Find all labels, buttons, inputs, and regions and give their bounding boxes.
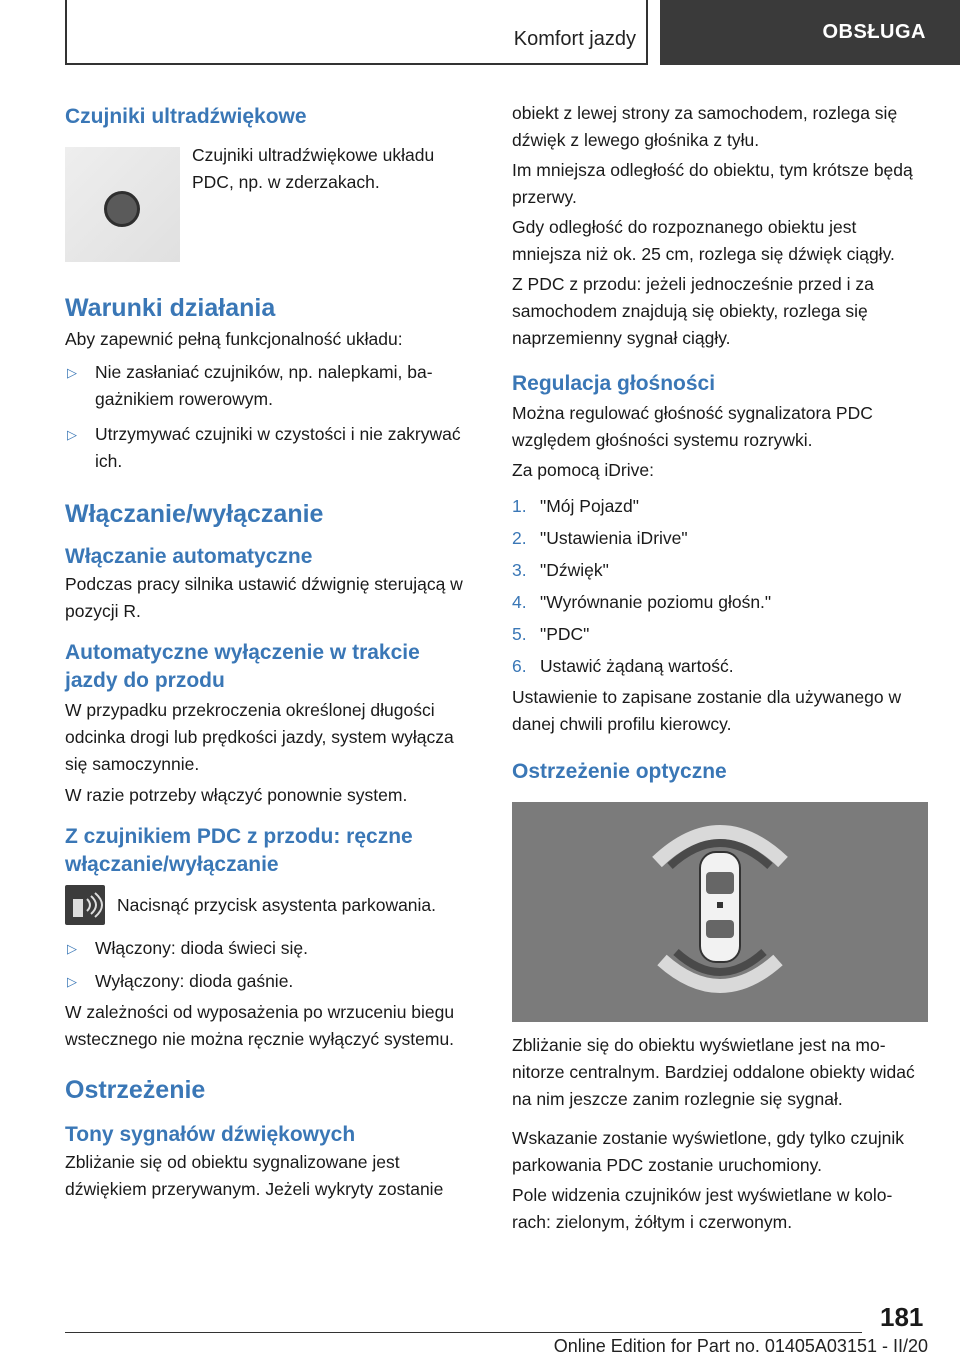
auto-off-text: W przypadku przekroczenia określonej długości odcinka drogi lub prędkości jazdy, system wyłącza się samoczynnie. (65, 700, 454, 774)
triangle-bullet-icon: ▷ (67, 365, 77, 380)
manual-list (65, 935, 477, 995)
tones-text: Zbliżanie się od obiektu sygnalizowane jest dźwiękiem przerywanym. Jeżeli wykryty zostanie (65, 1152, 444, 1199)
step-text: "Dźwięk" (540, 560, 609, 580)
list-item (512, 554, 924, 586)
parking-button-text: Nacisnąć przycisk asystenta parkowania. (117, 894, 437, 915)
step-number: 5. (512, 624, 527, 644)
list-item (512, 586, 924, 618)
tones-heading: Tony sygnałów dźwiękowych (65, 1123, 356, 1146)
footer-rule (65, 1332, 862, 1333)
list-item (65, 421, 477, 475)
list-item (512, 618, 924, 650)
volume-text: Można regulować głośność sygnalizatora PDC względem głośności systemu rozrywki. (512, 403, 873, 450)
header-chapter-tab (660, 0, 960, 65)
sensor-section (65, 100, 477, 265)
step-number: 6. (512, 656, 527, 676)
step-number: 1. (512, 496, 527, 516)
page-number: 181 (880, 1302, 924, 1332)
list-item (512, 522, 924, 554)
parking-assistant-button-icon (65, 885, 105, 925)
list-item (65, 359, 477, 413)
optical-text-2: Wskazanie zostanie wyświetlone, gdy tylko czujnik parkowania PDC zostanie uruchomiony. (512, 1128, 904, 1175)
optical-text-3: Pole widzenia czujników jest wyświetlane w kolorach: zielonym, żółtym i czerwonym. (512, 1185, 893, 1232)
list-item (512, 490, 924, 522)
triangle-bullet-icon: ▷ (67, 941, 77, 956)
auto-on-heading: Włączanie automatyczne (65, 545, 313, 568)
edition-note: Online Edition for Part no. 01405A03151 - II/20 (553, 1336, 928, 1356)
idrive-steps (512, 490, 924, 682)
manual-text: W zależności od wyposażenia po wrzuceniu biegu wstecznego nie można ręcznie wyłączyć systemu. (65, 1002, 455, 1049)
optical-warning-image (512, 802, 928, 1022)
header-rule-right (646, 0, 648, 64)
ultrasonic-sensor-image (65, 147, 180, 262)
tones-continued-2: Im mniejsza odległość do obiektu, tym krótsze będą przerwy. (512, 160, 913, 207)
conditions-list (65, 359, 477, 475)
list-item-text: Nie zasłaniać czujników, np. nalepkami, bagażnikiem rowerowym. (95, 362, 433, 409)
step-text: Ustawić żądaną wartość. (540, 656, 734, 676)
left-column (65, 100, 477, 1203)
list-item-text: Wyłączony: dioda gaśnie. (95, 971, 294, 991)
optical-text-1: Zbliżanie się do obiektu wyświetlane jest na monitorze centralnym. Bardziej oddalone obiekty widać na nim jeszcze zanim rozlegnie się sygnał. (512, 1035, 915, 1109)
sensor-icon (104, 191, 140, 227)
warning-heading: Ostrzeżenie (65, 1076, 206, 1104)
volume-intro: Za pomocą iDrive: (512, 460, 654, 480)
auto-off-heading: Automatyczne wyłączenie w trakcie jazdy do przodu (65, 641, 420, 692)
sensor-caption: Czujniki ultradźwiękowe układu PDC, np. w zderzakach. (192, 145, 435, 192)
header-rule-left (65, 0, 67, 64)
step-number: 2. (512, 528, 527, 548)
tones-continued-4: Z PDC z przodu: jeżeli jednocześnie przed i za samochodem znajdują się obiekty, rozlega się naprzemienny sygnał ciągły. (512, 274, 874, 348)
onoff-heading: Włączanie/wyłączanie (65, 500, 324, 528)
volume-after: Ustawienie to zapisane zostanie dla używanego w danej chwili profilu kierowcy. (512, 687, 902, 734)
conditions-intro: Aby zapewnić pełną funkcjonalność układu: (65, 329, 403, 349)
right-column (512, 100, 924, 1236)
list-item-text: Utrzymywać czujniki w czystości i nie zakrywać ich. (95, 424, 461, 471)
step-number: 3. (512, 560, 527, 580)
auto-off-text-2: W razie potrzeby włączyć ponownie system. (65, 785, 408, 805)
step-text: "Wyrównanie poziomu głośn." (540, 592, 772, 612)
parking-button-row (65, 885, 477, 925)
list-item (65, 935, 477, 962)
tones-continued-3: Gdy odległość do rozpoznanego obiektu jest mniejsza niż ok. 25 cm, rozlega się dźwięk ciągły. (512, 217, 895, 264)
auto-on-text: Podczas pracy silnika ustawić dźwignię sterującą w pozycji R. (65, 574, 463, 621)
header-section-title: Komfort jazdy (513, 28, 636, 50)
triangle-bullet-icon: ▷ (67, 974, 77, 989)
sensors-heading: Czujniki ultradźwiękowe (65, 105, 307, 128)
conditions-heading: Warunki działania (65, 294, 276, 322)
step-text: "Ustawienia iDrive" (540, 528, 688, 548)
step-text: "Mój Pojazd" (540, 496, 639, 516)
list-item-text: Włączony: dioda świeci się. (95, 938, 308, 958)
list-item (65, 968, 477, 995)
triangle-bullet-icon: ▷ (67, 427, 77, 442)
step-number: 4. (512, 592, 527, 612)
volume-heading: Regulacja głośności (512, 372, 716, 395)
pdc-display-illustration (512, 802, 928, 1022)
tones-continued-1: obiekt z lewej strony za samochodem, rozlega się dźwięk z lewego głośnika z tyłu. (512, 103, 898, 150)
header-rule-bottom (65, 63, 648, 65)
list-item (512, 650, 924, 682)
optical-heading: Ostrzeżenie optyczne (512, 760, 727, 783)
step-text: "PDC" (540, 624, 590, 644)
chapter-label: OBSŁUGA (822, 21, 926, 43)
manual-heading: Z czujnikiem PDC z przodu: ręczne włączanie/wyłączanie (65, 825, 413, 876)
